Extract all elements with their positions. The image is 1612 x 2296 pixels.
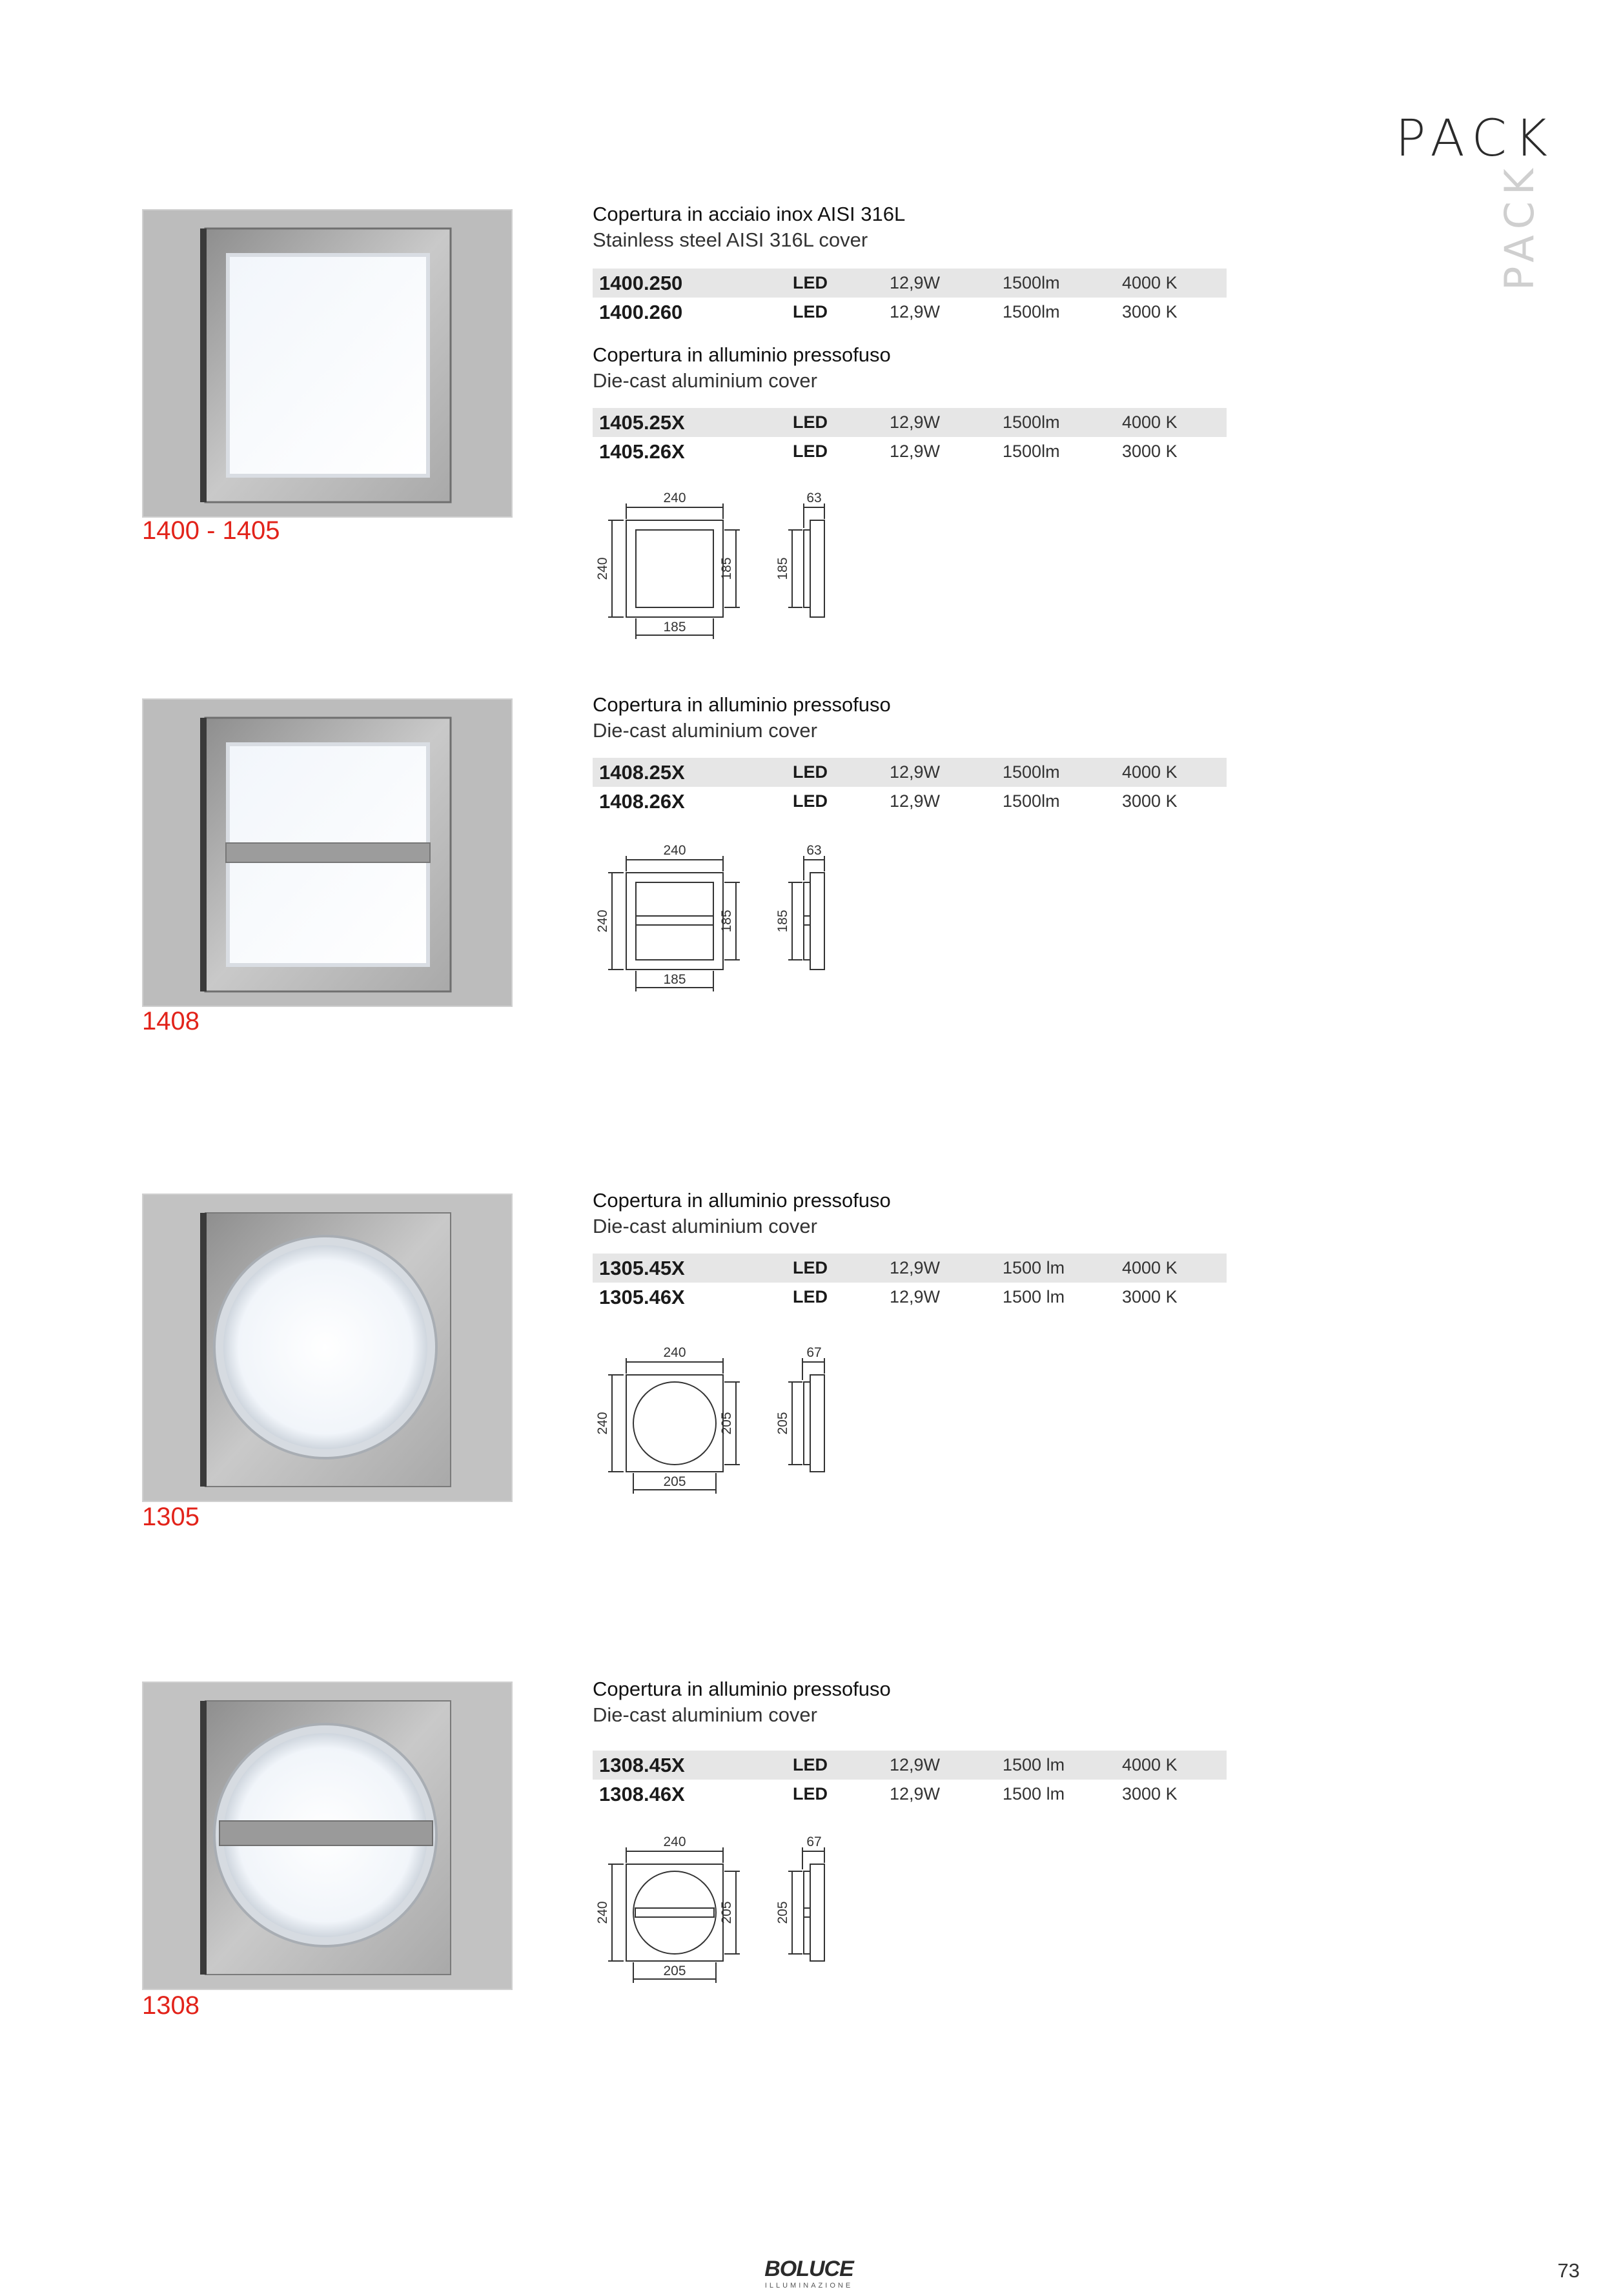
spec-table [593, 1254, 1227, 1312]
lumen: 1500 lm [1003, 1258, 1065, 1277]
color-temperature: 4000 K [1122, 412, 1178, 432]
product-code: 1308.46X [599, 1782, 685, 1805]
dimension-inner-width: 185 [663, 972, 686, 987]
lumen: 1500 lm [1003, 1755, 1065, 1774]
description-english: Stainless steel AISI 316L cover [593, 229, 868, 251]
color-temperature: 4000 K [1122, 273, 1178, 292]
brand-logo [754, 2254, 864, 2293]
description-english: Die-cast aluminium cover [593, 1703, 817, 1726]
lumen: 1500lm [1003, 302, 1060, 321]
power: 12,9W [890, 1287, 941, 1306]
table-row [593, 408, 1227, 437]
light-type: LED [793, 1287, 828, 1306]
dimension-inner-height: 205 [719, 1412, 734, 1435]
dimension-inner-width: 205 [663, 1964, 686, 1978]
light-type: LED [793, 1784, 828, 1803]
description-english: Die-cast aluminium cover [593, 1215, 817, 1237]
lumen: 1500lm [1003, 791, 1060, 811]
dimension-inner-height: 205 [719, 1901, 734, 1924]
color-temperature: 3000 K [1122, 1784, 1178, 1803]
color-temperature: 3000 K [1122, 1287, 1178, 1306]
table-row [593, 1254, 1227, 1283]
power: 12,9W [890, 1784, 941, 1803]
power: 12,9W [890, 412, 941, 432]
product-code: 1400.250 [599, 271, 683, 294]
light-type: LED [793, 273, 828, 292]
product-code: 1308.45X [599, 1753, 685, 1776]
logo-subtext: ILLUMINAZIONE [764, 2282, 853, 2290]
product-photo-square [142, 209, 513, 518]
product-label: 1305 [142, 1503, 199, 1531]
product-label: 1408 [142, 1007, 199, 1035]
dimension-inner-width: 185 [663, 620, 686, 635]
dimension-side-height: 205 [775, 1412, 790, 1435]
dimension-width: 240 [663, 1834, 686, 1849]
dimension-inner-width: 205 [663, 1474, 686, 1489]
dimension-width: 240 [663, 1345, 686, 1360]
light-type: LED [793, 412, 828, 432]
description-english: Die-cast aluminium cover [593, 719, 817, 742]
technical-drawing [581, 1832, 852, 2006]
dimension-side-height: 185 [775, 557, 790, 580]
table-row [593, 298, 1227, 327]
dimension-height: 240 [595, 909, 610, 933]
section-title-vertical [1496, 162, 1547, 290]
dimension-depth: 63 [806, 491, 822, 505]
product-photo-round [142, 1194, 513, 1502]
power: 12,9W [890, 302, 941, 321]
section-title-vertical-text: PACK [1496, 162, 1543, 290]
light-type: LED [793, 762, 828, 782]
description-english: Die-cast aluminium cover [593, 369, 817, 392]
technical-drawing [581, 1343, 852, 1517]
table-row [593, 787, 1227, 816]
table-row [593, 269, 1227, 298]
spec-table [593, 1751, 1227, 1809]
product-code: 1405.26X [599, 440, 685, 463]
description-italian: Copertura in alluminio pressofuso [593, 343, 891, 366]
light-type: LED [793, 1755, 828, 1774]
power: 12,9W [890, 791, 941, 811]
lumen: 1500 lm [1003, 1784, 1065, 1803]
dimension-inner-height: 185 [719, 909, 734, 933]
light-type: LED [793, 442, 828, 461]
table-row [593, 1780, 1227, 1809]
lumen: 1500lm [1003, 412, 1060, 432]
power: 12,9W [890, 762, 941, 782]
color-temperature: 4000 K [1122, 1258, 1178, 1277]
product-description [593, 1188, 891, 1239]
product-photo-square-bar [142, 698, 513, 1007]
power: 12,9W [890, 273, 941, 292]
product-description [593, 201, 905, 253]
lumen: 1500lm [1003, 273, 1060, 292]
lumen: 1500lm [1003, 762, 1060, 782]
dimension-inner-height: 185 [719, 557, 734, 580]
dimension-depth: 67 [806, 1345, 822, 1360]
section-title: PACK [1395, 110, 1555, 168]
color-temperature: 3000 K [1122, 791, 1178, 811]
technical-drawing [581, 488, 852, 662]
description-italian: Copertura in alluminio pressofuso [593, 1189, 891, 1212]
color-temperature: 3000 K [1122, 442, 1178, 461]
technical-drawing [581, 840, 852, 1015]
description-italian: Copertura in acciaio inox AISI 316L [593, 203, 906, 225]
dimension-depth: 67 [806, 1834, 822, 1849]
dimension-height: 240 [595, 557, 610, 580]
dimension-side-height: 205 [775, 1901, 790, 1924]
spec-table [593, 758, 1227, 816]
light-type: LED [793, 302, 828, 321]
table-row [593, 1283, 1227, 1312]
table-row [593, 437, 1227, 466]
light-type: LED [793, 791, 828, 811]
color-temperature: 4000 K [1122, 762, 1178, 782]
power: 12,9W [890, 442, 941, 461]
product-description [593, 692, 891, 744]
spec-table [593, 408, 1227, 466]
product-label: 1400 - 1405 [142, 516, 280, 545]
color-temperature: 3000 K [1122, 302, 1178, 321]
spec-table [593, 269, 1227, 327]
dimension-height: 240 [595, 1901, 610, 1924]
product-code: 1408.26X [599, 789, 685, 813]
dimension-height: 240 [595, 1412, 610, 1435]
product-label: 1308 [142, 1991, 199, 2020]
light-type: LED [793, 1258, 828, 1277]
logo-text: BOLUCE [764, 2257, 853, 2281]
dimension-width: 240 [663, 491, 686, 505]
dimension-side-height: 185 [775, 909, 790, 933]
color-temperature: 4000 K [1122, 1755, 1178, 1774]
lumen: 1500lm [1003, 442, 1060, 461]
product-code: 1408.25X [599, 760, 685, 784]
page-number: 73 [1557, 2259, 1580, 2282]
product-code: 1400.260 [599, 300, 683, 323]
product-code: 1405.25X [599, 411, 685, 434]
product-code: 1305.46X [599, 1285, 685, 1308]
description-italian: Copertura in alluminio pressofuso [593, 1678, 891, 1700]
table-row [593, 1751, 1227, 1780]
power: 12,9W [890, 1755, 941, 1774]
table-row [593, 758, 1227, 787]
product-description [593, 1676, 891, 1728]
dimension-width: 240 [663, 843, 686, 858]
product-description [593, 342, 891, 394]
product-photo-round-bar [142, 1681, 513, 1990]
product-code: 1305.45X [599, 1256, 685, 1279]
dimension-depth: 63 [806, 843, 822, 858]
power: 12,9W [890, 1258, 941, 1277]
lumen: 1500 lm [1003, 1287, 1065, 1306]
description-italian: Copertura in alluminio pressofuso [593, 693, 891, 716]
